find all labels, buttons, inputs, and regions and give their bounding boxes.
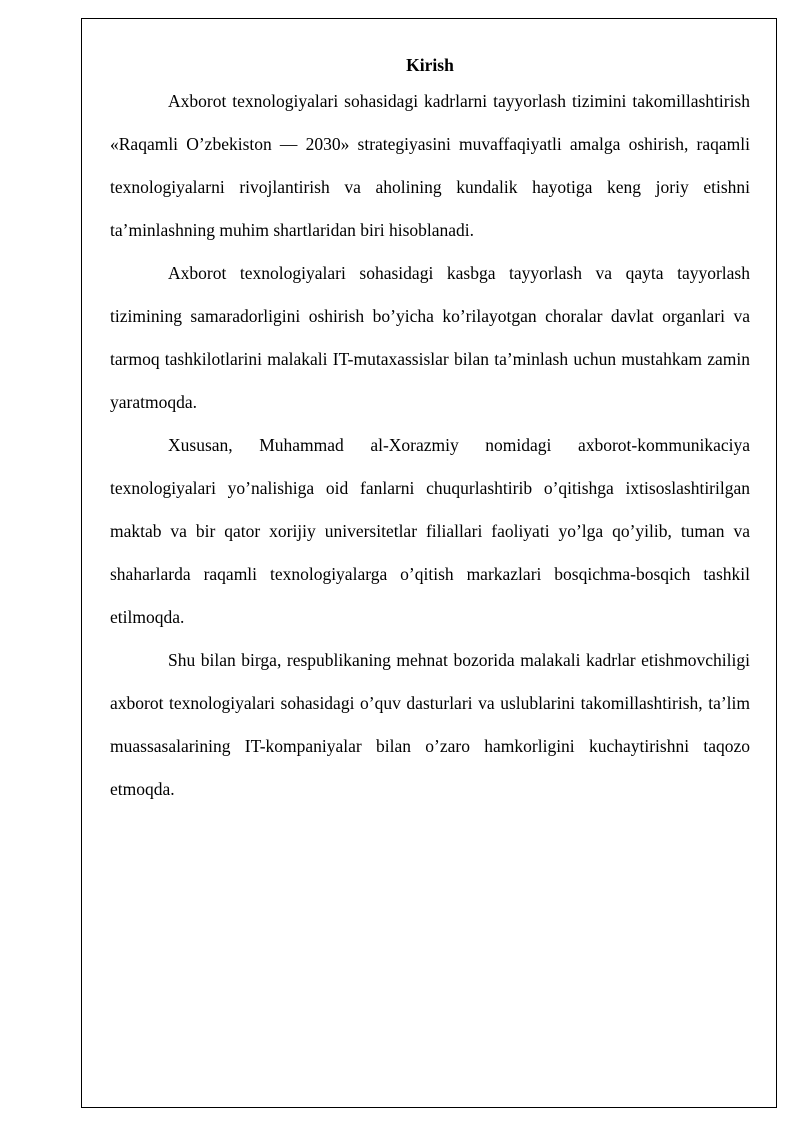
paragraph-2: Axborot texnologiyalari sohasidagi kasbga tayyorlash va qayta tayyorlash tizimining samaradorligini oshirish bo’yicha ko’rilayotgan choralar davlat organlari va tarmoq tashkilotlarini malakali IT-mutaxassislar bilan ta’minlash uchun mustahkam zamin yaratmoqda. bbox=[110, 263, 750, 412]
paragraph-1: Axborot texnologiyalari sohasidagi kadrlarni tayyorlash tizimini takomillashtirish «Raqamli O’zbekiston — 2030» strategiyasini muvaffaqiyatli amalga oshirish, raqamli texnologiyalarni rivojlantirish va aholining kundalik hayotiga keng joriy etishni ta’minlashning muhim shartlaridan biri hisoblanadi. bbox=[110, 91, 750, 240]
paragraph-3: Xususan, Muhammad al-Xorazmiy nomidagi axborot-kommunikaciya texnologiyalari yo’nalishiga oid fanlarni chuqurlashtirib o’qitishga ixtisoslashtirilgan maktab va bir qator xorijiy universitetlar filiallari faoliyati yo’lga qo’yilib, tuman va shaharlarda raqamli texnologiyalarga o’qitish markazlari bosqichma-bosqich tashkil etilmoqda. bbox=[110, 435, 750, 627]
document-title: Kirish bbox=[406, 55, 454, 75]
paragraph-4: Shu bilan birga, respublikaning mehnat bozorida malakali kadrlar etishmovchiligi axborot texnologiyalari sohasidagi o’quv dasturlari va uslublarini takomillashtirish, ta’lim muassasalarining IT-kompaniyalar bilan o’zaro hamkorligini kuchaytirishni taqozo etmoqda. bbox=[110, 650, 750, 799]
document-body bbox=[110, 50, 750, 811]
